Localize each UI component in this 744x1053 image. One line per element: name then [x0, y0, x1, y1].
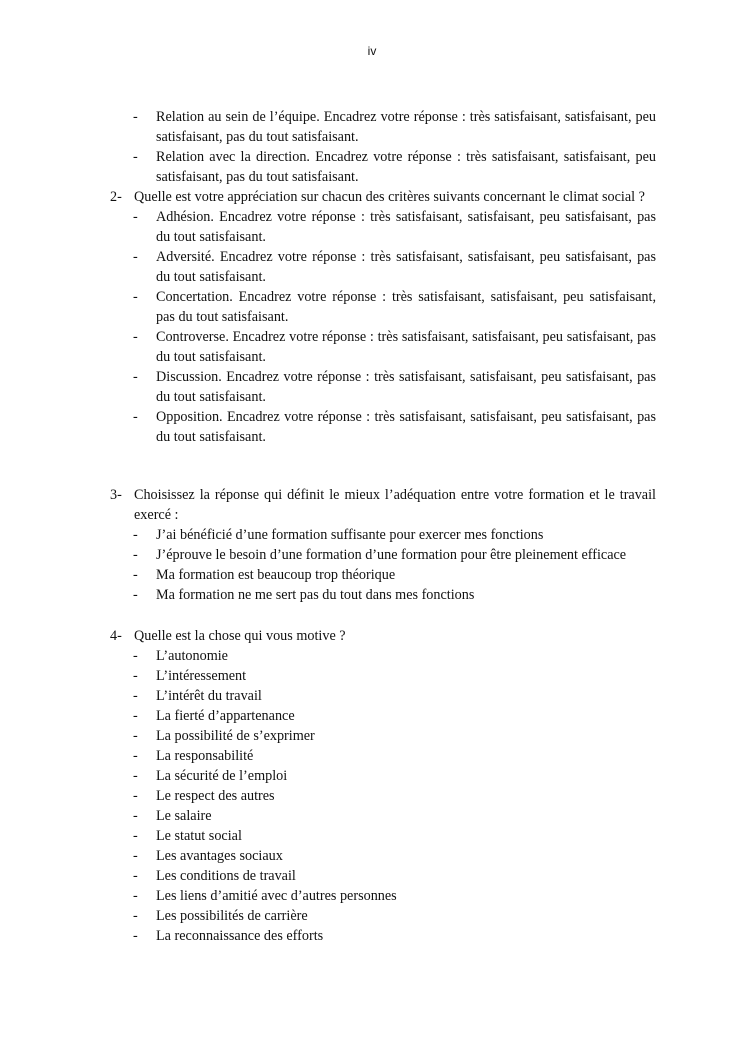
- list-item: - L’intérêt du travail: [133, 688, 262, 704]
- list-item: - Ma formation est beaucoup trop théorique: [133, 567, 396, 583]
- list-item-text: Le statut social: [156, 828, 242, 844]
- list-item: - Les possibilités de carrière: [133, 908, 308, 924]
- question-text: Quelle est la chose qui vous motive ?: [134, 628, 346, 644]
- list-item: - Adversité. Encadrez votre réponse : très satisfaisant, satisfaisant, peu satisfaisant, pas du tout satisfaisant.: [133, 249, 656, 285]
- list-item-text: J’éprouve le besoin d’une formation d’une formation pour être pleinement efficace: [156, 547, 627, 563]
- section-4: [110, 626, 656, 946]
- list-item-text: Ma formation est beaucoup trop théorique: [156, 567, 396, 583]
- list-item: - J’éprouve le besoin d’une formation d’une formation pour être pleinement efficace: [133, 547, 627, 563]
- list-item-text: Les possibilités de carrière: [156, 908, 308, 924]
- list-item: - La responsabilité: [133, 748, 254, 764]
- question-number: 4-: [110, 628, 122, 644]
- list-item: - Les avantages sociaux: [133, 848, 283, 864]
- list-item-text: La reconnaissance des efforts: [156, 928, 324, 944]
- list-item: - La fierté d’appartenance: [133, 708, 295, 724]
- list-item-text: Les avantages sociaux: [156, 848, 283, 864]
- list-item: - La reconnaissance des efforts: [133, 928, 324, 944]
- list-item: - Discussion. Encadrez votre réponse : très satisfaisant, satisfaisant, peu satisfaisant, pas du tout satisfaisant.: [133, 369, 656, 405]
- section-1-2: [110, 107, 656, 447]
- intro-list: [110, 107, 656, 187]
- list-item-text: Relation avec la direction. Encadrez votre réponse : très satisfaisant, satisfaisant, peu satisfaisant, pas du tout satisfaisant.: [156, 149, 656, 185]
- list-item: - Le statut social: [133, 828, 242, 844]
- list-item-text: Opposition. Encadrez votre réponse : très satisfaisant, satisfaisant, peu satisfaisant, pas du tout satisfaisant.: [156, 409, 656, 445]
- list-item-text: Ma formation ne me sert pas du tout dans mes fonctions: [156, 587, 475, 603]
- list-item: - La possibilité de s’exprimer: [133, 728, 315, 744]
- list-item-text: Le salaire: [156, 808, 212, 824]
- question-2-options: [110, 207, 656, 447]
- page-number: iv: [367, 44, 377, 58]
- list-item: - Les liens d’amitié avec d’autres personnes: [133, 888, 397, 904]
- list-item-text: Les liens d’amitié avec d’autres personnes: [156, 888, 397, 904]
- question-text: Quelle est votre appréciation sur chacun des critères suivants concernant le climat social ?: [134, 189, 645, 205]
- list-item: - Concertation. Encadrez votre réponse : très satisfaisant, satisfaisant, peu satisfaisant, pas du tout satisfaisant.: [133, 289, 656, 325]
- question-number: 3-: [110, 487, 122, 503]
- list-item: - J’ai bénéficié d’une formation suffisante pour exercer mes fonctions: [133, 527, 544, 543]
- question-text: Choisissez la réponse qui définit le mieux l’adéquation entre votre formation et le travail exercé :: [134, 487, 656, 523]
- list-item-text: Controverse. Encadrez votre réponse : très satisfaisant, satisfaisant, peu satisfaisant, pas du tout satisfaisant.: [156, 329, 656, 365]
- list-item-text: Les conditions de travail: [156, 868, 296, 884]
- list-item-text: L’autonomie: [156, 648, 228, 664]
- list-item: - Relation au sein de l’équipe. Encadrez votre réponse : très satisfaisant, satisfaisant, peu satisfaisant, pas du tout satisfaisant.: [133, 109, 656, 145]
- list-item: - Ma formation ne me sert pas du tout dans mes fonctions: [133, 587, 475, 603]
- list-item-text: Adversité. Encadrez votre réponse : très satisfaisant, satisfaisant, peu satisfaisant, pas du tout satisfaisant.: [156, 249, 656, 285]
- list-item: - L’intéressement: [133, 668, 247, 684]
- list-item-text: Concertation. Encadrez votre réponse : très satisfaisant, satisfaisant, peu satisfaisant, pas du tout satisfaisant.: [156, 289, 656, 325]
- list-item: - Le respect des autres: [133, 788, 275, 804]
- list-item-text: Adhésion. Encadrez votre réponse : très satisfaisant, satisfaisant, peu satisfaisant, pas du tout satisfaisant.: [156, 209, 656, 245]
- list-item: - Le salaire: [133, 808, 212, 824]
- list-item: - L’autonomie: [133, 648, 228, 664]
- question-2: [110, 187, 656, 207]
- list-item: - Adhésion. Encadrez votre réponse : très satisfaisant, satisfaisant, peu satisfaisant, pas du tout satisfaisant.: [133, 209, 656, 245]
- list-item-text: Relation au sein de l’équipe. Encadrez votre réponse : très satisfaisant, satisfaisant, peu satisfaisant, pas du tout satisfaisant.: [156, 109, 656, 145]
- list-item-text: La responsabilité: [156, 748, 254, 764]
- list-item-text: Discussion. Encadrez votre réponse : très satisfaisant, satisfaisant, peu satisfaisant, pas du tout satisfaisant.: [156, 369, 656, 405]
- list-item: - La sécurité de l’emploi: [133, 768, 288, 784]
- question-4-options: [110, 646, 656, 946]
- question-3-options: [110, 525, 656, 605]
- question-3: [110, 485, 656, 525]
- list-item-text: La possibilité de s’exprimer: [156, 728, 315, 744]
- list-item-text: La sécurité de l’emploi: [156, 768, 288, 784]
- list-item: - Les conditions de travail: [133, 868, 296, 884]
- list-item-text: Le respect des autres: [156, 788, 275, 804]
- list-item: - Relation avec la direction. Encadrez votre réponse : très satisfaisant, satisfaisant, peu satisfaisant, pas du tout satisfaisant.: [133, 149, 656, 185]
- list-item: - Controverse. Encadrez votre réponse : très satisfaisant, satisfaisant, peu satisfaisant, pas du tout satisfaisant.: [133, 329, 656, 365]
- list-item-text: L’intérêt du travail: [156, 688, 262, 704]
- list-item-text: J’ai bénéficié d’une formation suffisante pour exercer mes fonctions: [156, 527, 544, 543]
- list-item-text: L’intéressement: [156, 668, 247, 684]
- question-4: [110, 626, 656, 646]
- list-item-text: La fierté d’appartenance: [156, 708, 295, 724]
- list-item: - Opposition. Encadrez votre réponse : très satisfaisant, satisfaisant, peu satisfaisant, pas du tout satisfaisant.: [133, 409, 656, 445]
- section-3: [110, 485, 656, 605]
- question-number: 2-: [110, 189, 122, 205]
